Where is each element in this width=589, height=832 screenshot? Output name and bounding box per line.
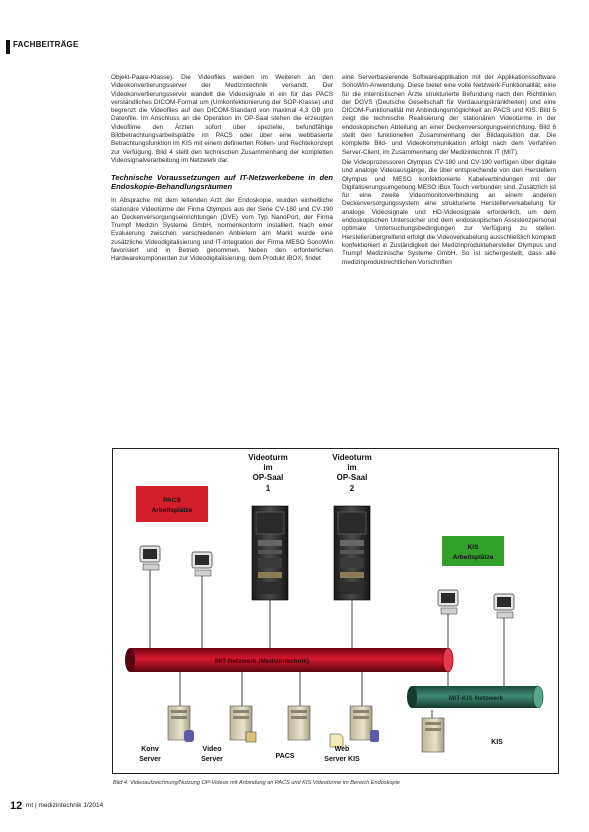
video-server-icon (230, 706, 256, 742)
tower-1-label-line: OP-Saal (252, 473, 284, 482)
web-server-label: Web (334, 746, 350, 753)
konv-server-icon (168, 706, 194, 742)
pacs-server-icon (288, 706, 310, 740)
kis-workstations-box (442, 536, 504, 566)
tower-2-label-line: im (347, 463, 357, 472)
article-column-1 (111, 74, 333, 397)
kis-box-label: KIS (467, 544, 479, 551)
kis-network-label: MIT-KIS Netzwerk (448, 695, 504, 702)
mit-network-label: MIT-Netzwerk (Medizintechnik) (214, 658, 310, 665)
paragraph: Objekt-Paare-Klasse). Die Videofiles werden im Weiteren an den Videokonvertierungsserver der Medizintechnik versandt. Der Videokonvertierungsserver wandelt die Videosignale in ein für das PACS verständliches DICOM-Format um (Umkonfektionierung der SOP-Klasse) und begrenzt die Videofiles auf den DICOM-Standard von maximal 4,3 GB pro Datenfile. Im Anschluss an die Operation im OP-Saal stehen die erzeugten Videofilme den Ärzten sofort über spezielle, befundfähige Bildbetrachtungsarbeitsplätze im PACS oder über eine webbasierte Betrachtungsfunktion im KIS mit einem definierten Rollen- und Rechtekonzept zur Verfügung. Bild 4 stellt den technischen Zusammenhang der kompletten Videosignalverarbeitung im Netzwerk dar. (111, 74, 333, 164)
video-server-label: Server (201, 756, 223, 763)
section-marker (6, 40, 10, 54)
pacs-workstation-icon (192, 552, 212, 576)
konv-server-label: Server (139, 756, 161, 763)
paragraph: In Absprache mit dem leitenden Arzt der Endoskopie, wurden einheitliche stationäre Videotürme der Firma Olympus aus der Serie CV-180 und CV-190 an Deckenversorgungseinrichtungen (DVE) vom Typ NanoPort, der Firma Trumpf Medizin Systeme GmbH, normenkonform installiert. Nach einer Evaluierung zwischen verschiedenen Anbietern am Markt wurde eine zusätzliche Videodigitalisierung und IT-Integration der Firma MESO SonoWin favorisiert und in Betrieb genommen. Neben den erforderlichen Hardwarekomponenten zur Videodigitalisierung, dem Produkt iBOX, findet (111, 197, 333, 263)
page-number: 12 (10, 800, 23, 812)
pacs-box-label: Arbeitsplätze (151, 507, 193, 514)
pacs-server-label: PACS (275, 753, 295, 760)
tower-1-label-line: im (263, 463, 273, 472)
tower-2-label-line: 2 (349, 484, 355, 493)
tower-2-label-line: OP-Saal (336, 473, 368, 482)
web-server-label: Server KIS (324, 756, 360, 763)
tower-1-label-line: 1 (265, 484, 271, 493)
video-server-label: Video (202, 746, 222, 753)
pacs-box-label: PACS (163, 497, 181, 504)
section-heading: Technische Voraussetzungen auf IT-Netzwerkebene in den Endoskopie-Behandlungsräumen (111, 173, 333, 192)
kis-workstation-icon (438, 590, 458, 614)
paragraph: Die Videoprozessoren Olympus CV-180 und CV-190 verfügen über digitale und analoge Videoausgänge, die über entsprechende von den Herstellern Olympus und MESO konfektionierte Kabelverbindungen mit der Digitalisierungsumgebung MESO iBox Touch verbunden sind. Zusätzlich ist für eine zweite Videomonitorverbindung an einem anderen Deckenversorgungssystem eine strukturierte Herstellerverkabelung für analoge Videosignale und HD-Videosignale erforderlich, um dem endoskopischen Untersucher und dem endoskopischen Assistenzpersonal optimale Untersuchungsbedingungen zur Verfügung zu stellen. Herstellerübergreifend erfolgt die Videoverkabelung ausschließlich komplett konfektioniert in Zuständigkeit der Medizinproduktehersteller Olympus und Trumpf Medizinische Systeme GmbH. So ist sichergestellt, dass alle medizinproduktrechtlichen Vorschriften (342, 158, 556, 266)
kis-server-icon (422, 718, 444, 752)
video-tower-1-icon (252, 506, 288, 600)
kis-workstation-icon (494, 594, 514, 618)
kis-box-label: Arbeitsplätze (452, 554, 494, 561)
section-title: FACHBEITRÄGE (13, 40, 79, 49)
video-tower-2-icon (334, 506, 370, 600)
magazine-name: mt | medizintechnik 1/2014 (26, 802, 104, 809)
kis-server-label: KIS (491, 739, 503, 746)
article-column-2 (342, 74, 556, 397)
pacs-workstations-box (136, 486, 208, 522)
tower-1-label-line: Videoturm (248, 453, 288, 462)
paragraph: eine Serverbasierende Softwareapplikation mit der Applikationssoftware SonoWin-Anwendung. Diese bietet eine volle Netzwerk-Funktionalität, eine für die internistischen Ärzte strukturierte Befundung nach den Richtlinien der DGVS (Deutsche Gesellschaft für Verdauungskrankheiten) und eine DICOM-Funktionalität mit Anbindungsmöglichkeit an PACS und KIS. Bild 5 zeigt die technische Realisierung der stationären Videotürme in der endoskopischen Abteilung an einer Deckenversorgungseinrichtung. Bild 6 stellt den funktionellen Zusammenhang der Bildaquisition dar. Die komplette Bild- und Videokommunikation erfolgt nach dem Verfahren Server-Client, im Zusammenhang der Medizintechnik IT (MIT). (342, 74, 556, 156)
konv-server-label: Konv (141, 746, 159, 753)
tower-2-label-line: Videoturm (332, 453, 372, 462)
figure-caption: Bild 4: Videoaufzeichnung/Nutzung OP-Videos mit Anbindung an PACS und KIS Videotürme im Bereich Endoskopie (113, 780, 401, 786)
network-diagram (112, 448, 559, 774)
pacs-workstation-icon (140, 546, 160, 570)
